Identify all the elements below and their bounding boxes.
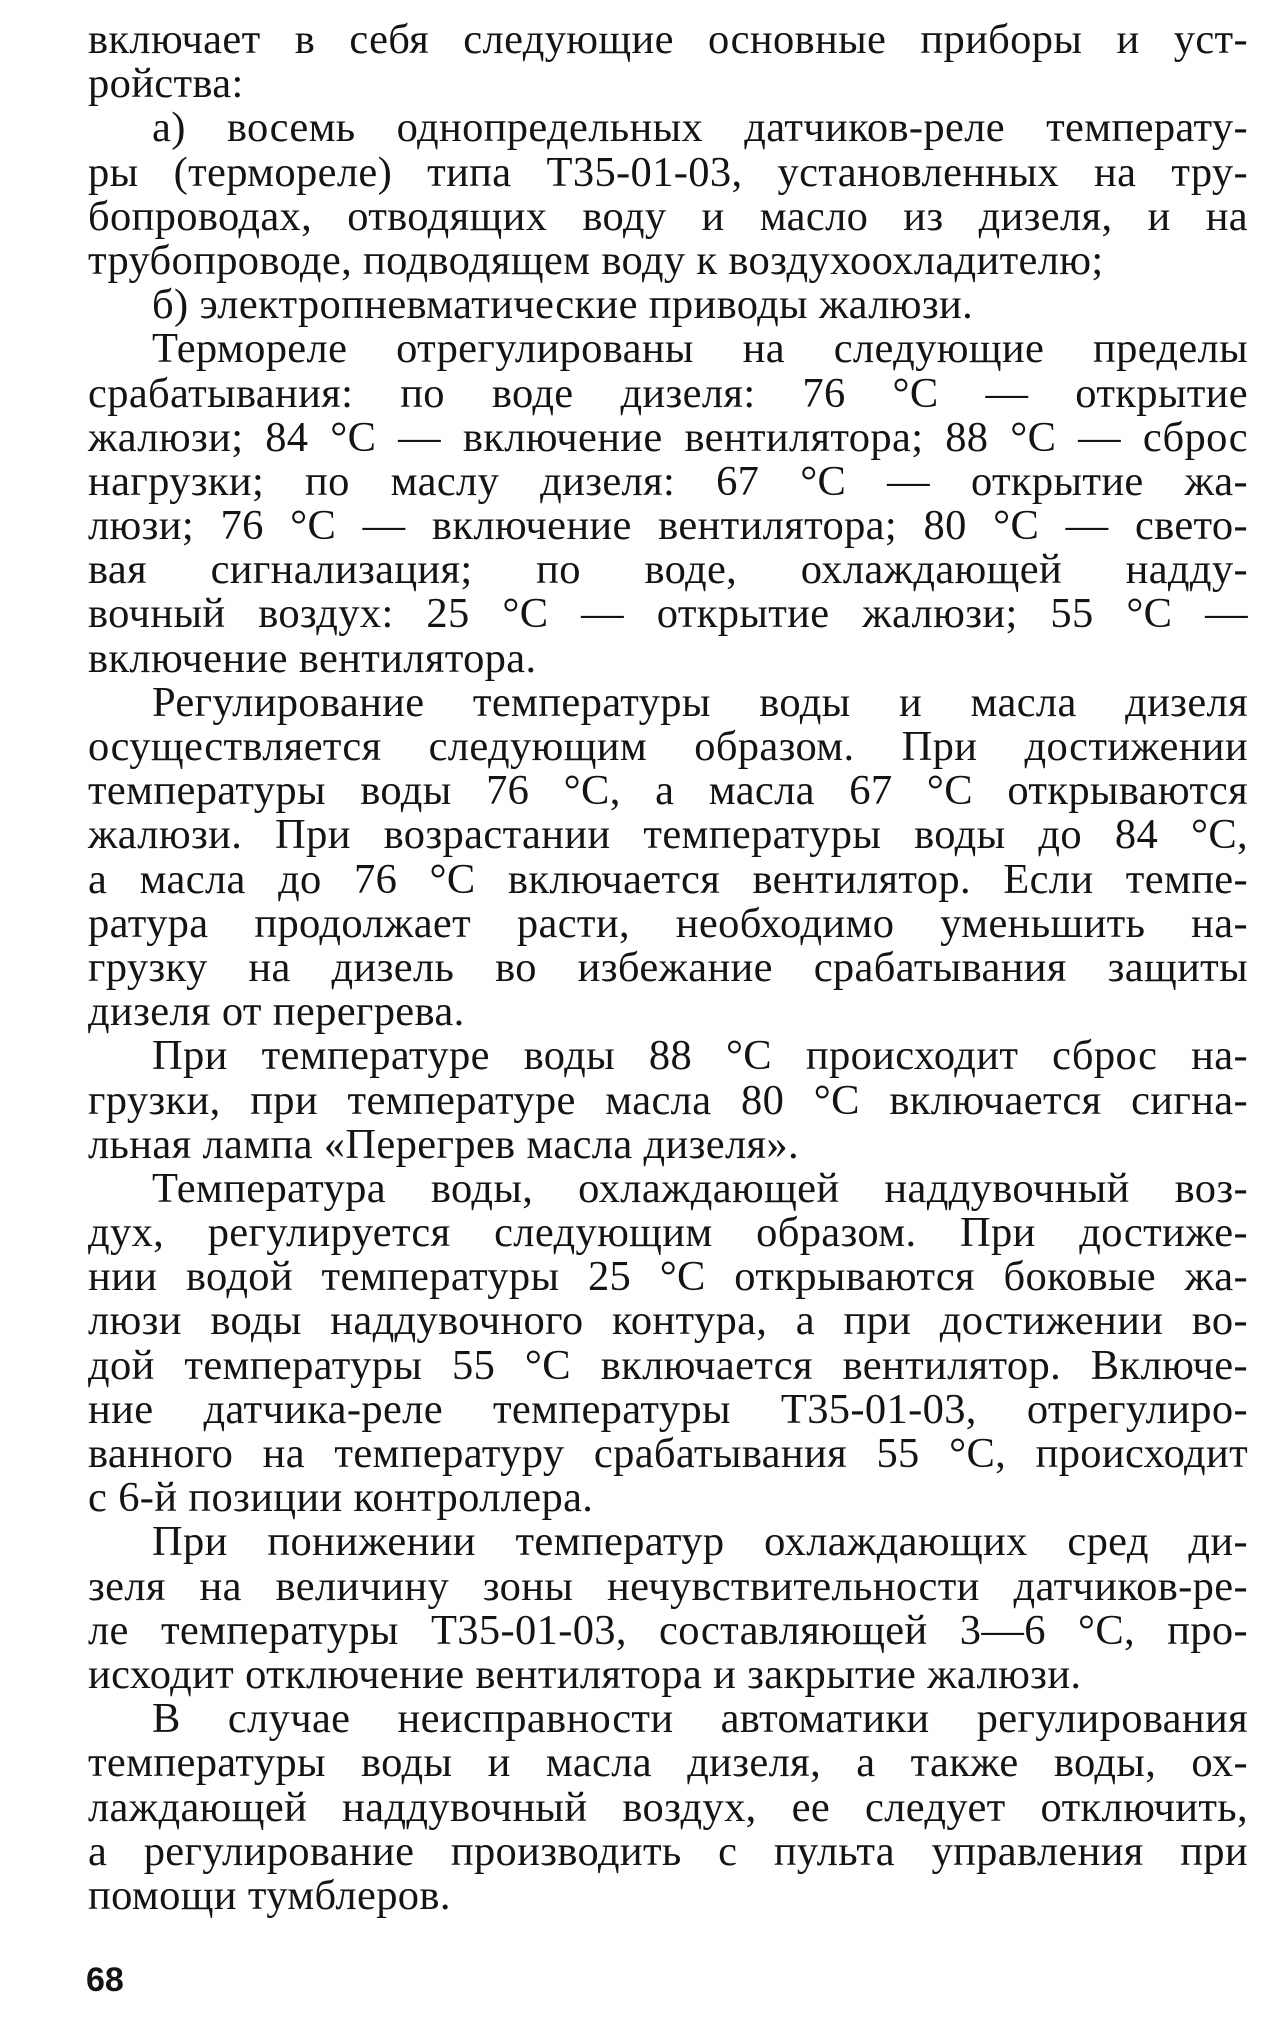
- paragraph-intro: [88, 18, 1248, 106]
- text-line: ройства:: [88, 60, 244, 108]
- text-line: включение вентилятора.: [88, 634, 537, 682]
- text-line: жалюзи. При возрастании температуры воды до 84 °С,: [88, 811, 1248, 859]
- paragraph-load-shedding: [88, 1034, 1248, 1167]
- text-line: ванного на температуру срабатывания 55 °С, происходит: [88, 1430, 1248, 1477]
- text-line: Регулирование температуры воды и масла дизеля: [152, 678, 1248, 726]
- text-line: жалюзи; 84 °С — включение вентилятора; 88 °С — сброс: [88, 413, 1248, 461]
- text-line: бопроводах, отводящих воду и масло из дизеля, и на: [88, 192, 1248, 240]
- text-line: дух, регулируется следующим образом. При достиже-: [88, 1209, 1248, 1257]
- text-line: В случае неисправности автоматики регулирования: [152, 1695, 1248, 1743]
- text-line: люзи воды наддувочного контура, а при достижении во-: [88, 1297, 1248, 1345]
- text-line: ратура продолжает расти, необходимо уменьшить на-: [88, 899, 1248, 947]
- paragraph-temperature-drop: [88, 1520, 1248, 1697]
- page-number: 68: [86, 1961, 124, 1999]
- text-line: лаждающей наддувочный воздух, ее следует отключить,: [88, 1783, 1248, 1831]
- text-line: При понижении температур охлаждающих сред ди-: [152, 1518, 1248, 1566]
- text-line: ры (термореле) типа Т35-01-03, установленных на тру-: [88, 148, 1248, 196]
- text-line: зеля на величину зоны нечувствительности датчиков-ре-: [88, 1562, 1248, 1610]
- page-body: [88, 18, 1248, 1918]
- paragraph-thermostat-limits: [88, 327, 1248, 681]
- text-line: люзи; 76 °С — включение вентилятора; 80 °С — свето-: [88, 502, 1248, 550]
- paragraph-manual-control: [88, 1697, 1248, 1918]
- text-line: льная лампа «Перегрев масла дизеля».: [88, 1120, 800, 1168]
- text-line: температуры воды 76 °С, а масла 67 °С открываются: [88, 767, 1248, 815]
- text-line: ле температуры Т35-01-03, составляющей 3—6 °С, про-: [88, 1606, 1248, 1654]
- text-line: исходит отключение вентилятора и закрытие жалюзи.: [88, 1650, 1082, 1698]
- text-line: б) электропневматические приводы жалюзи.: [152, 281, 974, 329]
- text-line: нагрузки; по маслу дизеля: 67 °С — открытие жа-: [88, 457, 1248, 505]
- text-line: грузку на дизель во избежание срабатывания защиты: [88, 943, 1248, 991]
- text-line: а) восемь однопредельных датчиков-реле температу-: [152, 104, 1248, 152]
- text-line: грузки, при температуре масла 80 °С включается сигна-: [88, 1076, 1248, 1124]
- text-line: срабатывания: по воде дизеля: 76 °С — открытие: [88, 369, 1248, 417]
- paragraph-list-item-b: [88, 283, 1248, 327]
- text-line: включает в себя следующие основные приборы и уст-: [88, 16, 1248, 63]
- text-line: Температура воды, охлаждающей наддувочный воз-: [152, 1164, 1248, 1212]
- paragraph-charge-air-water: [88, 1164, 1248, 1522]
- paragraph-regulation: [88, 678, 1248, 1036]
- text-line: При температуре воды 88 °С происходит сброс на-: [152, 1032, 1248, 1080]
- text-line: вая сигнализация; по воде, охлаждающей надду-: [88, 546, 1248, 594]
- text-line: осуществляется следующим образом. При достижении: [88, 723, 1248, 770]
- text-line: с 6-й позиции контроллера.: [88, 1474, 594, 1522]
- text-line: ние датчика-реле температуры Т35-01-03, отрегулиро-: [88, 1385, 1248, 1433]
- text-line: помощи тумблеров.: [88, 1871, 451, 1919]
- paragraph-list-item-a: [88, 106, 1248, 283]
- text-line: а регулирование производить с пульта управления при: [88, 1827, 1248, 1875]
- text-line: вочный воздух: 25 °С — открытие жалюзи; 55 °С —: [88, 590, 1248, 638]
- text-line: трубопроводе, подводящем воду к воздухоохладителю;: [88, 236, 1104, 284]
- text-line: а масла до 76 °С включается вентилятор. Если темпе-: [88, 855, 1248, 903]
- text-line: температуры воды и масла дизеля, а также воды, ох-: [88, 1739, 1248, 1787]
- text-line: дизеля от перегрева.: [88, 988, 465, 1036]
- text-line: Термореле отрегулированы на следующие пределы: [152, 325, 1248, 373]
- text-line: нии водой температуры 25 °С открываются боковые жа-: [88, 1253, 1248, 1301]
- text-line: дой температуры 55 °С включается вентилятор. Включе-: [88, 1341, 1248, 1389]
